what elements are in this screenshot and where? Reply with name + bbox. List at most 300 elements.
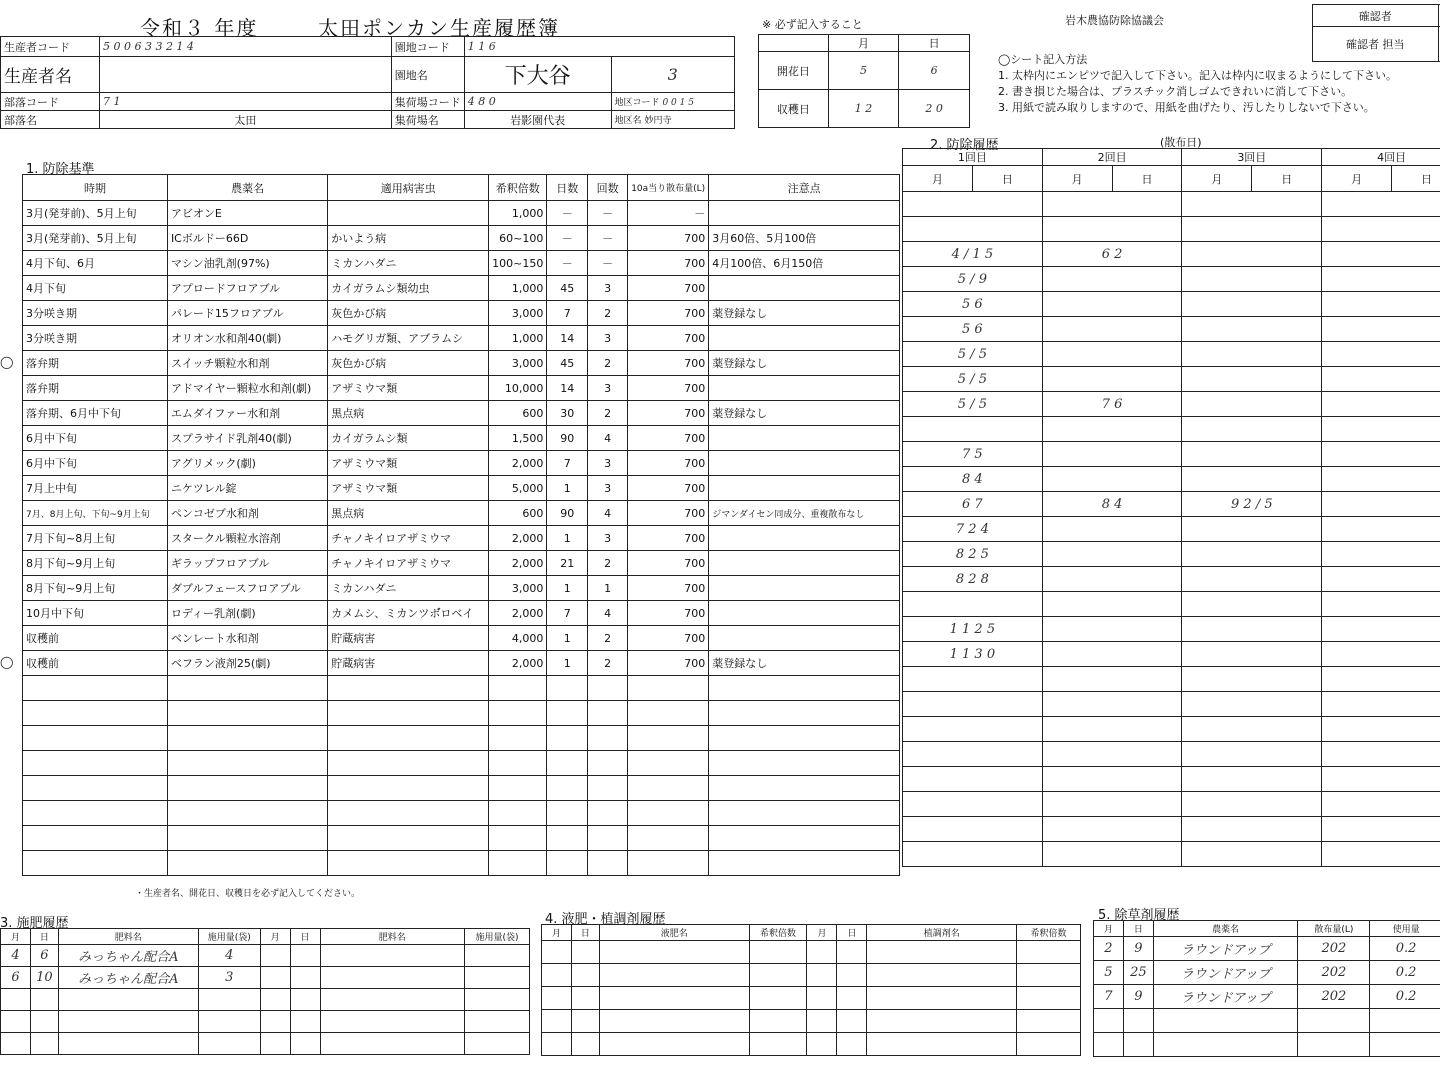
- table-cell[interactable]: [198, 1033, 260, 1055]
- history-cell[interactable]: [1322, 267, 1440, 292]
- history-cell[interactable]: [903, 792, 1043, 817]
- history-cell[interactable]: [1322, 592, 1440, 617]
- table-cell[interactable]: 9: [1123, 937, 1153, 961]
- history-cell[interactable]: [1322, 392, 1440, 417]
- history-cell[interactable]: [1322, 242, 1440, 267]
- history-cell[interactable]: [1182, 267, 1322, 292]
- table-cell[interactable]: [867, 987, 1017, 1010]
- history-cell[interactable]: [1042, 442, 1182, 467]
- history-cell[interactable]: [1042, 667, 1182, 692]
- history-cell[interactable]: [903, 817, 1043, 842]
- history-cell[interactable]: 5 6: [903, 317, 1043, 342]
- history-cell[interactable]: [1322, 817, 1440, 842]
- table-cell[interactable]: [599, 1010, 749, 1033]
- history-cell[interactable]: [1322, 842, 1440, 867]
- table-cell[interactable]: 7: [1094, 985, 1124, 1009]
- table-cell[interactable]: [807, 941, 837, 964]
- history-cell[interactable]: [1322, 492, 1440, 517]
- table-cell: [709, 576, 900, 601]
- producer-code[interactable]: 5 0 0 6 3 3 2 1 4: [99, 37, 391, 57]
- history-row: [903, 767, 1440, 792]
- table-cell[interactable]: [599, 941, 749, 964]
- history-cell[interactable]: [903, 192, 1043, 217]
- table-cell[interactable]: [1017, 941, 1081, 964]
- history-cell[interactable]: [1322, 717, 1440, 742]
- history-cell[interactable]: 7 5: [903, 442, 1043, 467]
- table-cell: 10,000: [489, 376, 547, 401]
- table-cell[interactable]: [58, 1033, 198, 1055]
- table-cell: 2: [588, 551, 628, 576]
- table-cell[interactable]: [198, 989, 260, 1011]
- table-cell[interactable]: [1123, 1009, 1153, 1033]
- history-cell[interactable]: 9 2 / 5: [1182, 492, 1322, 517]
- history-cell[interactable]: [1182, 717, 1322, 742]
- table-cell: 1: [547, 526, 588, 551]
- table-cell[interactable]: 10: [30, 967, 58, 989]
- table-cell: 2,000: [489, 601, 547, 626]
- history-cell[interactable]: [1182, 567, 1322, 592]
- history-cell[interactable]: [1182, 617, 1322, 642]
- table-cell[interactable]: [320, 989, 464, 1011]
- table-cell[interactable]: [320, 1033, 464, 1055]
- table-cell: [709, 376, 900, 401]
- history-cell[interactable]: [1182, 742, 1322, 767]
- table-cell[interactable]: [1298, 1033, 1370, 1057]
- table-cell[interactable]: [1017, 964, 1081, 987]
- table-cell[interactable]: みっちゃん配合A: [58, 945, 198, 967]
- history-cell[interactable]: [1182, 217, 1322, 242]
- table-cell[interactable]: [290, 945, 320, 967]
- history-cell[interactable]: 5 6: [903, 292, 1043, 317]
- table-cell[interactable]: [807, 1033, 837, 1056]
- table-row: [1, 945, 530, 967]
- history-cell[interactable]: [1182, 342, 1322, 367]
- history-row: [903, 442, 1440, 467]
- table-cell: 3月(発芽前)、5月上旬: [23, 226, 168, 251]
- table-cell: エムダイファー水和剤: [167, 401, 327, 426]
- history-cell[interactable]: [1322, 317, 1440, 342]
- table-cell: 700: [628, 301, 709, 326]
- history-cell[interactable]: [1322, 467, 1440, 492]
- history-row: [903, 217, 1440, 242]
- table-cell: 1: [588, 576, 628, 601]
- table-cell[interactable]: [465, 945, 530, 967]
- history-cell[interactable]: [1322, 292, 1440, 317]
- round-header: 1回目: [903, 149, 1043, 166]
- table-cell: [23, 676, 168, 701]
- history-cell[interactable]: [1322, 542, 1440, 567]
- table-cell[interactable]: 202: [1298, 937, 1370, 961]
- table-cell: [167, 676, 327, 701]
- history-cell[interactable]: [1322, 442, 1440, 467]
- history-cell[interactable]: [903, 767, 1043, 792]
- district-code[interactable]: 7 1: [99, 93, 391, 111]
- table-cell[interactable]: [58, 989, 198, 1011]
- column-header: 希釈倍数: [1017, 925, 1081, 941]
- history-cell[interactable]: 5 / 5: [903, 392, 1043, 417]
- history-cell[interactable]: 5 / 9: [903, 267, 1043, 292]
- history-cell[interactable]: 7 2 4: [903, 517, 1043, 542]
- history-cell[interactable]: [1042, 342, 1182, 367]
- history-cell[interactable]: [1042, 417, 1182, 442]
- history-cell[interactable]: 5 / 5: [903, 342, 1043, 367]
- table-cell[interactable]: [867, 1033, 1017, 1056]
- table-cell[interactable]: 0.2: [1370, 961, 1440, 985]
- history-cell[interactable]: [1182, 367, 1322, 392]
- field-label: 地区コード: [614, 98, 660, 108]
- table-cell: [709, 851, 900, 876]
- table-cell: [489, 801, 547, 826]
- table-cell: 4: [588, 501, 628, 526]
- table-cell: [628, 751, 709, 776]
- history-cell[interactable]: [1182, 292, 1322, 317]
- table-cell[interactable]: [1123, 1033, 1153, 1057]
- table-cell[interactable]: [260, 989, 290, 1011]
- table-cell[interactable]: [290, 1033, 320, 1055]
- history-cell[interactable]: [1042, 792, 1182, 817]
- history-cell[interactable]: [1182, 442, 1322, 467]
- flowering-day[interactable]: 6: [899, 52, 970, 90]
- table-cell[interactable]: [867, 964, 1017, 987]
- table-cell[interactable]: [1370, 1033, 1440, 1057]
- history-cell[interactable]: [1042, 467, 1182, 492]
- history-cell[interactable]: [1042, 592, 1182, 617]
- table-cell[interactable]: [1153, 1033, 1298, 1057]
- history-cell[interactable]: [1182, 642, 1322, 667]
- history-cell[interactable]: [1322, 767, 1440, 792]
- history-cell[interactable]: [903, 417, 1043, 442]
- history-cell[interactable]: 8 2 8: [903, 567, 1043, 592]
- table-cell: [709, 326, 900, 351]
- field-label: 生産者名: [1, 57, 100, 93]
- history-cell[interactable]: [1182, 592, 1322, 617]
- field-number[interactable]: 3: [611, 57, 734, 93]
- table-cell[interactable]: [542, 1033, 572, 1056]
- table-cell[interactable]: [465, 1033, 530, 1055]
- table-cell[interactable]: [30, 1033, 58, 1055]
- table-cell[interactable]: [260, 967, 290, 989]
- history-cell[interactable]: 1 1 2 5: [903, 617, 1043, 642]
- table-cell[interactable]: [465, 1011, 530, 1033]
- table-cell[interactable]: [320, 1011, 464, 1033]
- table-cell[interactable]: ラウンドアップ: [1153, 961, 1298, 985]
- table-cell[interactable]: [260, 945, 290, 967]
- producer-name[interactable]: [99, 57, 391, 93]
- table-cell: 3: [588, 276, 628, 301]
- history-cell[interactable]: [1182, 192, 1322, 217]
- table-cell[interactable]: ラウンドアップ: [1153, 985, 1298, 1009]
- table-cell[interactable]: 0.2: [1370, 937, 1440, 961]
- history-cell[interactable]: [1042, 292, 1182, 317]
- table-cell: [709, 676, 900, 701]
- table-cell[interactable]: [571, 941, 599, 964]
- history-cell[interactable]: [1182, 842, 1322, 867]
- table-cell[interactable]: [290, 989, 320, 1011]
- history-cell[interactable]: [1042, 742, 1182, 767]
- history-cell[interactable]: 4 / 1 5: [903, 242, 1043, 267]
- table-row: [1094, 1033, 1440, 1057]
- table-cell[interactable]: [290, 1011, 320, 1033]
- table-cell[interactable]: [542, 987, 572, 1010]
- history-cell[interactable]: 8 2 5: [903, 542, 1043, 567]
- history-cell[interactable]: 1 1 3 0: [903, 642, 1043, 667]
- table-cell: 1: [547, 576, 588, 601]
- table-cell[interactable]: [571, 1010, 599, 1033]
- history-cell[interactable]: [1322, 417, 1440, 442]
- history-cell[interactable]: [1322, 367, 1440, 392]
- field-label: 集荷場コード: [391, 93, 464, 111]
- table-cell: [167, 776, 327, 801]
- table-cell: 700: [628, 451, 709, 476]
- table-cell[interactable]: [837, 1033, 867, 1056]
- history-cell[interactable]: [1182, 242, 1322, 267]
- table-cell: 3,000: [489, 351, 547, 376]
- table-cell[interactable]: [749, 1033, 807, 1056]
- history-cell[interactable]: [1182, 692, 1322, 717]
- table-cell: 700: [628, 376, 709, 401]
- table-cell[interactable]: [837, 987, 867, 1010]
- table-cell[interactable]: 4: [1, 945, 31, 967]
- table-cell[interactable]: [867, 1010, 1017, 1033]
- region-name[interactable]: [611, 111, 734, 129]
- history-cell[interactable]: [1042, 617, 1182, 642]
- table-cell[interactable]: [807, 1010, 837, 1033]
- orchard-code[interactable]: 1 1 6: [464, 37, 734, 57]
- table-cell: 700: [628, 601, 709, 626]
- table-cell[interactable]: [542, 941, 572, 964]
- table-cell[interactable]: 4: [198, 945, 260, 967]
- harvest-month[interactable]: 1 2: [828, 90, 899, 128]
- history-cell[interactable]: [1042, 367, 1182, 392]
- table-cell[interactable]: [1017, 1010, 1081, 1033]
- table-cell[interactable]: 25: [1123, 961, 1153, 985]
- history-cell[interactable]: [1322, 667, 1440, 692]
- history-cell[interactable]: [1042, 192, 1182, 217]
- history-row: [903, 817, 1440, 842]
- table-cell: 14: [547, 326, 588, 351]
- history-cell[interactable]: [903, 592, 1043, 617]
- column-header: 農薬名: [167, 175, 327, 201]
- table-cell[interactable]: [749, 941, 807, 964]
- table-cell[interactable]: [465, 989, 530, 1011]
- history-cell[interactable]: [1322, 642, 1440, 667]
- table-row: [23, 376, 900, 401]
- table-cell[interactable]: [599, 987, 749, 1010]
- table-cell[interactable]: 9: [1123, 985, 1153, 1009]
- column-header: 希釈倍数: [489, 175, 547, 201]
- table-cell[interactable]: [542, 1010, 572, 1033]
- table-cell: 700: [628, 276, 709, 301]
- table-cell: [489, 751, 547, 776]
- table-cell[interactable]: [320, 945, 464, 967]
- history-cell[interactable]: [1042, 567, 1182, 592]
- table-cell[interactable]: [749, 1010, 807, 1033]
- table-cell[interactable]: 202: [1298, 961, 1370, 985]
- table-row: [23, 576, 900, 601]
- orchard-name[interactable]: 下大谷: [464, 57, 611, 93]
- table-cell[interactable]: [1298, 1009, 1370, 1033]
- table-cell[interactable]: [1094, 1009, 1124, 1033]
- history-cell[interactable]: 5 / 5: [903, 367, 1043, 392]
- table-cell[interactable]: [599, 964, 749, 987]
- history-cell[interactable]: [1182, 392, 1322, 417]
- table-cell[interactable]: [1, 1033, 31, 1055]
- md-header: 月: [1322, 166, 1392, 192]
- table-cell: ミカンハダニ: [328, 576, 489, 601]
- district-name[interactable]: 太田: [99, 111, 391, 129]
- history-cell[interactable]: [1322, 517, 1440, 542]
- history-cell[interactable]: [1182, 467, 1322, 492]
- history-cell[interactable]: 7 6: [1042, 392, 1182, 417]
- table-cell: 1,000: [489, 326, 547, 351]
- table-cell[interactable]: [465, 967, 530, 989]
- table-cell: 10月中下旬: [23, 601, 168, 626]
- table-cell[interactable]: 6: [30, 945, 58, 967]
- table-cell[interactable]: [837, 941, 867, 964]
- table-cell: [628, 826, 709, 851]
- history-cell[interactable]: [903, 692, 1043, 717]
- table-cell: 落弁期: [23, 376, 168, 401]
- history-cell[interactable]: 8 4: [903, 467, 1043, 492]
- history-cell[interactable]: 8 4: [1042, 492, 1182, 517]
- history-cell[interactable]: [1042, 767, 1182, 792]
- history-cell[interactable]: [1042, 842, 1182, 867]
- history-cell[interactable]: [1322, 742, 1440, 767]
- history-cell[interactable]: [1182, 517, 1322, 542]
- history-cell[interactable]: [1322, 342, 1440, 367]
- history-cell[interactable]: [1042, 542, 1182, 567]
- table-cell[interactable]: [571, 964, 599, 987]
- table-cell[interactable]: [30, 989, 58, 1011]
- table-cell: [23, 726, 168, 751]
- table-cell[interactable]: [1, 1011, 31, 1033]
- table-cell: －: [588, 226, 628, 251]
- table-cell[interactable]: [807, 964, 837, 987]
- history-cell[interactable]: [1322, 217, 1440, 242]
- harvest-day[interactable]: 2 0: [899, 90, 970, 128]
- table-cell[interactable]: [1094, 1033, 1124, 1057]
- table-cell[interactable]: 6: [1, 967, 31, 989]
- table-cell[interactable]: [1017, 1033, 1081, 1056]
- table-cell[interactable]: 5: [1094, 961, 1124, 985]
- history-cell[interactable]: [1182, 667, 1322, 692]
- table-cell[interactable]: [749, 964, 807, 987]
- history-cell[interactable]: [1322, 617, 1440, 642]
- history-cell[interactable]: [1182, 817, 1322, 842]
- table-cell[interactable]: [571, 1033, 599, 1056]
- history-cell[interactable]: [1042, 517, 1182, 542]
- history-cell[interactable]: [1042, 642, 1182, 667]
- field-label: 園地コード: [391, 37, 464, 57]
- flowering-month[interactable]: 5: [828, 52, 899, 90]
- history-cell[interactable]: [903, 667, 1043, 692]
- history-cell[interactable]: [1042, 317, 1182, 342]
- table-cell: [588, 851, 628, 876]
- table-cell[interactable]: [320, 967, 464, 989]
- table-cell[interactable]: [58, 1011, 198, 1033]
- table-cell[interactable]: みっちゃん配合A: [58, 967, 198, 989]
- table-cell[interactable]: 2: [1094, 937, 1124, 961]
- field-label: 集荷場名: [391, 111, 464, 129]
- table-cell[interactable]: ラウンドアップ: [1153, 937, 1298, 961]
- section2-subheading: (散布日): [1160, 136, 1202, 149]
- history-cell[interactable]: [1042, 267, 1182, 292]
- table-cell[interactable]: [1153, 1009, 1298, 1033]
- history-cell[interactable]: [1042, 817, 1182, 842]
- table-cell[interactable]: [571, 987, 599, 1010]
- history-cell[interactable]: [903, 742, 1043, 767]
- history-cell[interactable]: [1322, 567, 1440, 592]
- table-cell[interactable]: [260, 1033, 290, 1055]
- table-cell[interactable]: [1017, 987, 1081, 1010]
- history-cell[interactable]: [1322, 792, 1440, 817]
- table-cell: [489, 701, 547, 726]
- table-cell: [709, 776, 900, 801]
- history-cell[interactable]: [1182, 317, 1322, 342]
- collection-code[interactable]: 4 8 0: [464, 93, 611, 111]
- table-cell[interactable]: [30, 1011, 58, 1033]
- table-row: [1094, 1009, 1440, 1033]
- history-cell[interactable]: [903, 717, 1043, 742]
- table-cell[interactable]: [290, 967, 320, 989]
- history-cell[interactable]: 6 7: [903, 492, 1043, 517]
- history-cell[interactable]: [1182, 417, 1322, 442]
- md-header: 日: [972, 166, 1042, 192]
- table-cell[interactable]: [542, 964, 572, 987]
- history-cell[interactable]: [903, 842, 1043, 867]
- table-cell[interactable]: [1370, 1009, 1440, 1033]
- history-cell[interactable]: [1042, 717, 1182, 742]
- table-cell: 薬登録なし: [709, 651, 900, 676]
- table-cell: 4月下旬: [23, 276, 168, 301]
- table-cell[interactable]: [260, 1011, 290, 1033]
- table-cell: 700: [628, 576, 709, 601]
- instruction-item: 1. 太枠内にエンピツで記入して下さい。記入は枠内に収まるようにして下さい。: [998, 69, 1397, 82]
- table-cell[interactable]: [198, 1011, 260, 1033]
- history-cell[interactable]: [1182, 792, 1322, 817]
- table-cell[interactable]: [807, 987, 837, 1010]
- table-cell[interactable]: 202: [1298, 985, 1370, 1009]
- table-cell[interactable]: [837, 1010, 867, 1033]
- history-cell[interactable]: [1042, 692, 1182, 717]
- history-cell[interactable]: [1322, 192, 1440, 217]
- md-header: 月: [1042, 166, 1112, 192]
- history-row: [903, 667, 1440, 692]
- history-cell[interactable]: [903, 217, 1043, 242]
- table-cell[interactable]: [599, 1033, 749, 1056]
- table-cell[interactable]: [749, 987, 807, 1010]
- table-cell[interactable]: [1, 989, 31, 1011]
- table-cell: [628, 776, 709, 801]
- collection-name[interactable]: 岩影園代表: [464, 111, 611, 129]
- region-code[interactable]: [611, 93, 734, 111]
- table-cell: 21: [547, 551, 588, 576]
- table-cell[interactable]: 0.2: [1370, 985, 1440, 1009]
- history-cell[interactable]: [1042, 217, 1182, 242]
- history-cell[interactable]: [1182, 767, 1322, 792]
- table-cell: 7: [547, 601, 588, 626]
- column-header: 回数: [588, 175, 628, 201]
- table-cell[interactable]: [837, 964, 867, 987]
- history-cell[interactable]: 6 2: [1042, 242, 1182, 267]
- table-cell[interactable]: 3: [198, 967, 260, 989]
- section5-heading: 5. 除草剤履歴: [1098, 908, 1180, 923]
- history-cell[interactable]: [1322, 692, 1440, 717]
- history-row: [903, 592, 1440, 617]
- table-cell[interactable]: [867, 941, 1017, 964]
- column-header: 日: [571, 925, 599, 941]
- history-cell[interactable]: [1182, 542, 1322, 567]
